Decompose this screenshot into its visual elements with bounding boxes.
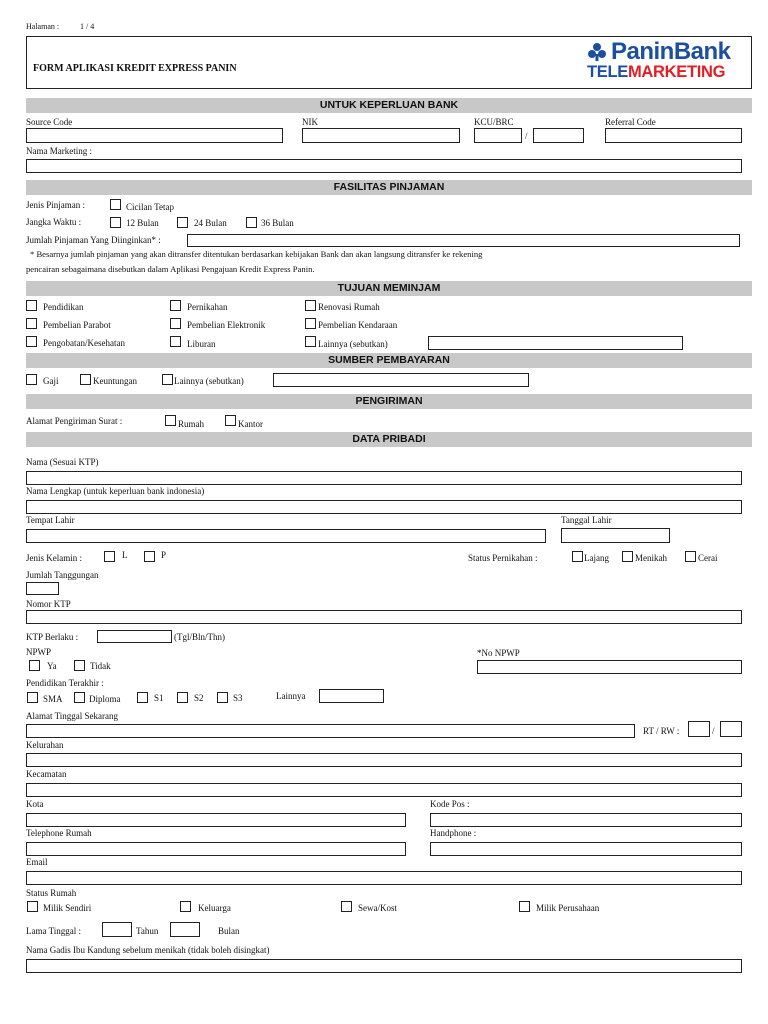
npwp-label: NPWP: [26, 647, 52, 657]
l-label: L: [122, 550, 128, 560]
jumlah-field[interactable]: [187, 234, 740, 247]
nama-ktp-field[interactable]: [26, 471, 742, 485]
referral-field[interactable]: [605, 128, 742, 143]
no-npwp-label: *No NPWP: [477, 648, 520, 658]
ibu-kandung-field[interactable]: [26, 959, 742, 973]
marketing-label: Nama Marketing :: [26, 146, 92, 156]
pengobatan-label: Pengobatan/Kesehatan: [43, 338, 125, 348]
pendidikan-lainnya-label: Lainnya: [276, 691, 306, 701]
source-code-field[interactable]: [26, 128, 283, 143]
section-bank: UNTUK KEPERLUAN BANK: [26, 98, 752, 113]
section-fasilitas: FASILITAS PINJAMAN: [26, 180, 752, 195]
kendaraan-checkbox[interactable]: [305, 318, 316, 329]
telepon-field[interactable]: [26, 842, 406, 856]
rumah-label: Rumah: [178, 419, 204, 429]
sewa-checkbox[interactable]: [341, 901, 352, 912]
section-pengiriman: PENGIRIMAN: [26, 394, 752, 409]
alamat-field[interactable]: [26, 724, 635, 738]
section-pribadi: DATA PRIBADI: [26, 432, 752, 447]
kelurahan-field[interactable]: [26, 753, 742, 767]
rw-field[interactable]: [720, 721, 742, 737]
gaji-checkbox[interactable]: [26, 374, 37, 385]
jangka-label: Jangka Waktu :: [26, 217, 82, 227]
bulan24-label: 24 Bulan: [194, 218, 227, 228]
tempat-lahir-label: Tempat Lahir: [26, 515, 75, 525]
lama-tinggal-label: Lama Tinggal :: [26, 926, 82, 936]
s1-checkbox[interactable]: [137, 692, 148, 703]
nomor-ktp-label: Nomor KTP: [26, 599, 71, 609]
nama-ktp-label: Nama (Sesuai KTP): [26, 457, 99, 467]
bulan-field[interactable]: [170, 922, 200, 937]
telepon-label: Telephone Rumah: [26, 828, 92, 838]
kota-label: Kota: [26, 799, 44, 809]
tujuan-lainnya-field[interactable]: [428, 336, 683, 350]
tanggal-lahir-label: Tanggal Lahir: [561, 515, 612, 525]
bulan12-checkbox[interactable]: [110, 217, 121, 228]
email-field[interactable]: [26, 871, 742, 885]
rtrw-slash: /: [712, 726, 715, 736]
p-label: P: [161, 550, 167, 560]
milik-sendiri-label: Milik Sendiri: [43, 903, 92, 913]
p-checkbox[interactable]: [144, 551, 155, 562]
kcu-field[interactable]: [474, 128, 522, 143]
tidak-label: Tidak: [90, 661, 111, 671]
rt-field[interactable]: [688, 721, 710, 737]
jumlah-label: Jumlah Pinjaman Yang Diinginkan* :: [26, 235, 161, 245]
liburan-label: Liburan: [187, 339, 216, 349]
lajang-checkbox[interactable]: [572, 551, 583, 562]
sewa-label: Sewa/Kost: [358, 903, 397, 913]
ibu-kandung-label: Nama Gadis Ibu Kandung sebelum menikah (tidak boleh disingkat): [26, 945, 270, 955]
nama-lengkap-field[interactable]: [26, 500, 742, 514]
ktp-berlaku-label: KTP Berlaku :: [26, 632, 79, 642]
form-title: FORM APLIKASI KREDIT EXPRESS PANIN: [33, 63, 237, 74]
lajang-label: Lajang: [584, 553, 609, 563]
s1-label: S1: [154, 693, 164, 703]
note-line-2: pencairan sebagaimana disebutkan dalam Aplikasi Pengajuan Kredit Express Panin.: [26, 264, 315, 274]
milik-perusahaan-label: Milik Perusahaan: [536, 903, 600, 913]
l-checkbox[interactable]: [104, 551, 115, 562]
elektronik-checkbox[interactable]: [170, 318, 181, 329]
parabot-checkbox[interactable]: [26, 318, 37, 329]
no-npwp-field[interactable]: [477, 660, 742, 674]
tahun-field[interactable]: [102, 922, 132, 937]
section-tujuan: TUJUAN MEMINJAM: [26, 281, 752, 296]
kota-field[interactable]: [26, 813, 406, 827]
liburan-checkbox[interactable]: [170, 336, 181, 347]
status-nikah-label: Status Pernikahan :: [468, 553, 538, 563]
sma-label: SMA: [43, 694, 63, 704]
tidak-checkbox[interactable]: [74, 660, 85, 671]
referral-label: Referral Code: [605, 117, 656, 127]
kecamatan-label: Kecamatan: [26, 769, 67, 779]
diploma-label: Diploma: [89, 694, 121, 704]
page-label: Halaman :: [26, 22, 60, 31]
s2-label: S2: [194, 693, 204, 703]
logo-sub: TELEMARKETING: [587, 63, 726, 81]
bulan36-label: 36 Bulan: [261, 218, 294, 228]
nik-field[interactable]: [302, 128, 460, 143]
kcu-label: KCU/BRC: [474, 117, 514, 127]
bulan36-checkbox[interactable]: [246, 217, 257, 228]
nik-label: NIK: [302, 117, 318, 127]
pendidikan-lainnya-field[interactable]: [319, 689, 384, 703]
pendidikan-label: Pendidikan: [43, 302, 84, 312]
tujuan-lainnya-label: Lainnya (sebutkan): [318, 339, 388, 349]
s3-checkbox[interactable]: [217, 692, 228, 703]
tanggal-lahir-field[interactable]: [561, 528, 670, 543]
tahun-label: Tahun: [136, 926, 159, 936]
gaji-label: Gaji: [43, 376, 59, 386]
handphone-label: Handphone :: [430, 828, 477, 838]
menikah-label: Menikah: [635, 553, 667, 563]
cerai-label: Cerai: [698, 553, 718, 563]
tanggungan-label: Jumlah Tanggungan: [26, 570, 99, 580]
tanggungan-field[interactable]: [26, 582, 59, 595]
handphone-field[interactable]: [430, 842, 742, 856]
kcu-slash: /: [525, 131, 528, 141]
rtrw-label: RT / RW :: [643, 726, 680, 736]
milik-perusahaan-checkbox[interactable]: [519, 901, 530, 912]
page-number: 1 / 4: [80, 22, 95, 31]
elektronik-label: Pembelian Elektronik: [187, 320, 266, 330]
kantor-label: Kantor: [238, 419, 263, 429]
keluarga-label: Keluarga: [198, 903, 231, 913]
renovasi-label: Renovasi Rumah: [318, 302, 380, 312]
kendaraan-label: Pembelian Kendaraan: [318, 320, 398, 330]
keuntungan-checkbox[interactable]: [80, 374, 91, 385]
tempat-lahir-field[interactable]: [26, 529, 546, 543]
cicilan-checkbox[interactable]: [110, 199, 121, 210]
bulan12-label: 12 Bulan: [126, 218, 159, 228]
keluarga-checkbox[interactable]: [180, 901, 191, 912]
jenis-pinjaman-label: Jenis Pinjaman :: [26, 200, 85, 210]
jenis-kelamin-label: Jenis Kelamin :: [26, 553, 82, 563]
sumber-lainnya-field[interactable]: [273, 373, 529, 387]
cicilan-label: Cicilan Tetap: [126, 202, 174, 212]
ya-label: Ya: [47, 661, 57, 671]
note-line-1: * Besarnya jumlah pinjaman yang akan ditransfer ditentukan berdasarkan kebijakan Bank dan akan langsung ditransfer ke rekening: [30, 249, 483, 259]
sma-checkbox[interactable]: [27, 692, 38, 703]
rumah-checkbox[interactable]: [165, 415, 176, 426]
s3-label: S3: [233, 693, 243, 703]
kecamatan-field[interactable]: [26, 783, 742, 797]
kelurahan-label: Kelurahan: [26, 740, 64, 750]
status-rumah-label: Status Rumah: [26, 888, 77, 898]
sumber-lainnya-label: Lainnya (sebutkan): [174, 376, 244, 386]
milik-sendiri-checkbox[interactable]: [27, 901, 38, 912]
brc-field[interactable]: [533, 128, 584, 143]
pernikahan-label: Pernikahan: [187, 302, 228, 312]
s2-checkbox[interactable]: [177, 692, 188, 703]
sumber-lainnya-checkbox[interactable]: [162, 374, 173, 385]
email-label: Email: [26, 857, 48, 867]
kode-pos-label: Kode Pos :: [430, 799, 470, 809]
diploma-checkbox[interactable]: [74, 692, 85, 703]
alamat-label: Alamat Tinggal Sekarang: [26, 711, 118, 721]
bulan24-checkbox[interactable]: [177, 217, 188, 228]
tujuan-lainnya-checkbox[interactable]: [305, 336, 316, 347]
ya-checkbox[interactable]: [29, 660, 40, 671]
menikah-checkbox[interactable]: [622, 551, 633, 562]
kantor-checkbox[interactable]: [225, 415, 236, 426]
keuntungan-label: Keuntungan: [93, 376, 137, 386]
kode-pos-field[interactable]: [430, 813, 742, 827]
cerai-checkbox[interactable]: [685, 551, 696, 562]
bulan-label: Bulan: [218, 926, 240, 936]
pendidikan-checkbox[interactable]: [26, 300, 37, 311]
nomor-ktp-field[interactable]: [26, 610, 742, 624]
tgl-format-label: (Tgl/Bln/Thn): [174, 632, 225, 642]
logo-main: PaninBank: [611, 38, 731, 65]
ktp-berlaku-field[interactable]: [97, 630, 172, 643]
parabot-label: Pembelian Parabot: [43, 320, 111, 330]
alamat-surat-label: Alamat Pengiriman Surat :: [26, 416, 123, 426]
pernikahan-checkbox[interactable]: [170, 300, 181, 311]
section-sumber: SUMBER PEMBAYARAN: [26, 353, 752, 368]
marketing-field[interactable]: [26, 159, 742, 173]
pendidikan-terakhir-label: Pendidikan Terakhir :: [26, 678, 104, 688]
nama-lengkap-label: Nama Lengkap (untuk keperluan bank indonesia): [26, 486, 205, 496]
renovasi-checkbox[interactable]: [305, 300, 316, 311]
panin-logo-icon: [587, 42, 607, 62]
pengobatan-checkbox[interactable]: [26, 336, 37, 347]
source-code-label: Source Code: [26, 117, 73, 127]
